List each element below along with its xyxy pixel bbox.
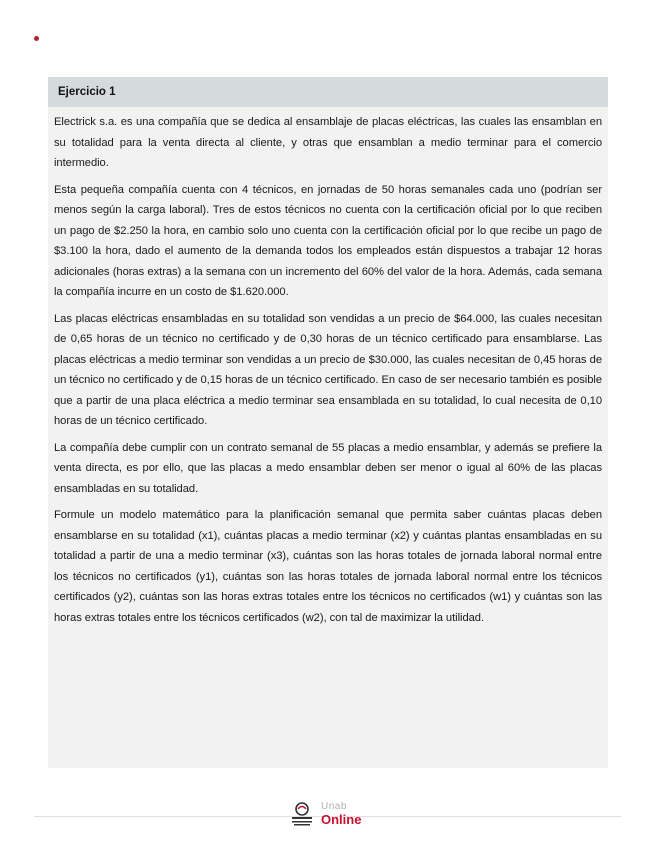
paragraph-intro: Electrick s.a. es una compañía que se dedica al ensamblaje de placas eléctricas, las cuales las ensamblan en su totalidad para la venta directa al cliente, y otras que ensamblan a medio terminar para el comercio intermedio.	[54, 116, 602, 169]
university-crest-icon	[287, 800, 317, 830]
paragraph-task: Formule un modelo matemático para la planificación semanal que permita saber cuántas placas deben ensamblarse en su totalidad (x1), cuántas placas a medio terminar (x2) y cuántas plantas ensambladas en su totalidad a partir de una a medio terminar (x3), cuántas son las horas totales de jornada laboral normal entre los técnicos no certificados (y1), cuántas son las horas totales de jornada laboral normal entre los técnicos certificados (y2), cuántas son las horas extras totales entre los técnicos no certificados (w1) y cuántas son las horas extras totales entre los técnicos certificados (w2), con tal de maximizar la utilidad.	[54, 509, 602, 624]
paragraph-technicians: Esta pequeña compañía cuenta con 4 técnicos, en jornadas de 50 horas semanales cada uno (podrían ser menos según la carga laboral). Tres de estos técnicos no cuenta con la certificación oficial por lo que reciben un pago de $2.250 la hora, en cambio solo uno cuenta con la certificación oficial por lo que recibe un pago de $3.100 la hora, dado el aumento de la demanda todos los empleados están dispuestos a trabajar 12 horas adicionales (horas extras) a la semana con un incremento del 60% del valor de la hora. Además, cada semana la compañía incurre en un costo de $1.620.000.	[54, 183, 602, 298]
bullet-marker	[34, 36, 39, 41]
exercise-title: Ejercicio 1	[48, 77, 608, 107]
exercise-body	[48, 107, 608, 628]
paragraph-products: Las placas eléctricas ensambladas en su totalidad son vendidas a un precio de $64.000, las cuales necesitan de 0,65 horas de un técnico no certificado y de 0,30 horas de un técnico certificado para ensamblarse. Las placas eléctricas a medio terminar son vendidas a un precio de $30.000, las cuales necesitan de 0,45 horas de un técnico no certificado y de 0,15 horas de un técnico certificado. En caso de ser necesario también es posible que a partir de una placa eléctrica a medio terminar sea ensamblada en su totalidad, lo cual necesita de 0,10 horas de un técnico certificado.	[54, 312, 602, 427]
unab-online-logo	[287, 800, 361, 830]
logo-text-unab: Unab	[321, 801, 347, 812]
exercise-card	[48, 77, 608, 768]
logo-text-online: Online	[321, 812, 362, 827]
paragraph-contract: La compañía debe cumplir con un contrato semanal de 55 placas a medio ensamblar, y además se prefiere la venta directa, es por ello, que las placas a medo ensamblar deben ser menor o igual al 60% de las placas ensambladas en su totalidad.	[54, 441, 602, 495]
